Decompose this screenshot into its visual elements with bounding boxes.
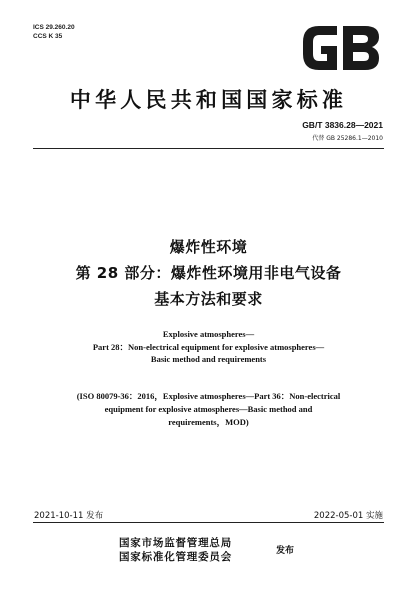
iso-note-line-3: requirements，MOD) [168,417,249,427]
national-standard-title: 中华人民共和国国家标准 [69,88,348,112]
iso-note-line-2: equipment for explosive atmospheres—Basic method and [104,404,313,414]
en-title-line-3: Basic method and requirements [150,354,267,364]
implementation-date: 2022-05-01 实施 [313,511,383,521]
iso-note-line-1: (ISO 80079-36：2016，Explosive atmospheres—Part 36：Non-electrical [76,391,341,401]
ics-code: ICS 29.260.20 [33,24,75,31]
top-divider [33,148,384,149]
issuing-authorities [119,536,232,564]
classification-codes [33,24,75,41]
replaces-standard: 代替 GB 25286.1—2010 [312,135,383,142]
authority-sac: 国家标准化管理委员会 [119,551,232,563]
cn-title-line-1: 爆炸性环境 [169,238,248,256]
iso-equivalence-note [0,390,417,429]
publish-label: 发布 [276,546,295,556]
en-title-line-1: Explosive atmospheres— [162,329,255,339]
issue-date: 2021-10-11 发布 [34,511,104,521]
en-title-line-2: Part 28：Non-electrical equipment for explosive atmospheres— [92,341,325,352]
authority-samr: 国家市场监督管理总局 [119,537,232,549]
ccs-code: CCS K 35 [33,32,63,40]
english-title [0,328,417,366]
bottom-divider [33,522,384,523]
gb-logo [299,20,383,76]
cn-title-line-3: 基本方法和要求 [154,290,263,308]
cn-title-line-2: 第 28 部分：爆炸性环境用非电气设备 [75,264,342,282]
standard-number: GB/T 3836.28—2021 [302,120,383,130]
